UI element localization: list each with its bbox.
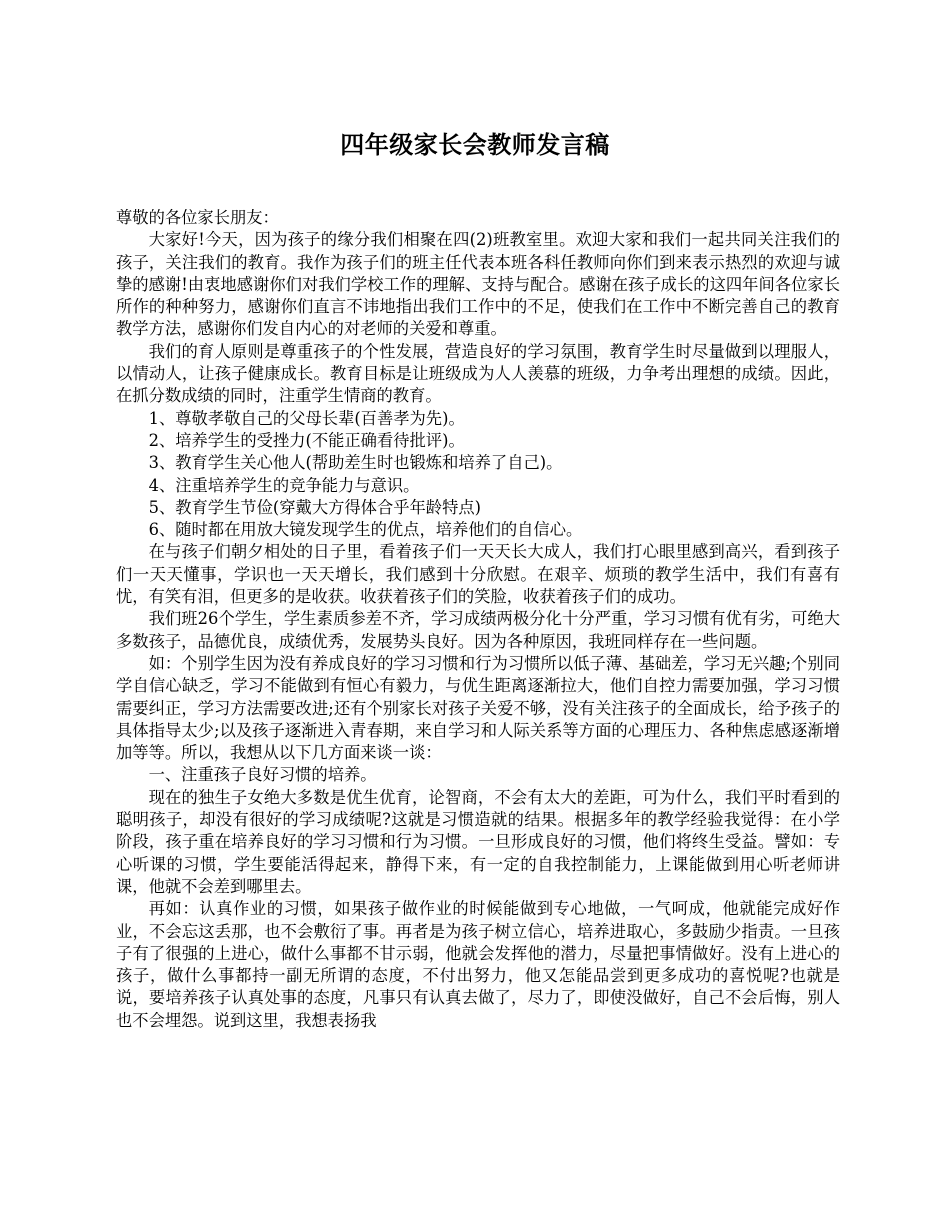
section-heading: 一、注重孩子良好习惯的培养。 bbox=[148, 765, 377, 785]
document-title: 四年级家长会教师发言稿 bbox=[340, 130, 610, 160]
list-item: 5、教育学生节俭(穿戴大方得体合乎年龄特点) bbox=[148, 497, 482, 517]
body-paragraph: 大家好!今天，因为孩子的缘分我们相聚在四(2)班教室里。欢迎大家和我们一起共同关注我们的孩子，关注我们的教育。我作为孩子们的班主任代表本班各科任教师向你们到来表示热烈的欢迎与诚挚的感谢!由衷地感谢你们对我们学校工作的理解、支持与配合。感谢在孩子成长的这四年间各位家长所作的种种努力，感谢你们直言不讳地指出我们工作中的不足，使我们在工作中不断完善自己的教育教学方法，感谢你们发自内心的对老师的关爱和尊重。 bbox=[116, 230, 840, 339]
list-item: 3、教育学生关心他人(帮助差生时也锻炼和培养了自己)。 bbox=[148, 453, 563, 473]
list-item: 2、培养学生的受挫力(不能正确看待批评)。 bbox=[148, 430, 465, 450]
greeting-paragraph: 尊敬的各位家长朋友： bbox=[116, 208, 279, 227]
body-paragraph: 再如：认真作业的习惯，如果孩子做作业的时候能做到专心地做，一气呵成，他就能完成好作业，不会忘这丢那，也不会敷衍了事。再者是为孩子树立信心，培养进取心，多鼓励少指责。一旦孩子有了很强的上进心，做什么事都不甘示弱，他就会发挥他的潜力，尽量把事情做好。没有上进心的孩子，做什么事都持一副无所谓的态度，不付出努力，他又怎能品尝到更多成功的喜悦呢?也就是说，要培养孩子认真处事的态度，凡事只有认真去做了，尽力了，即使没做好，自己不会后悔，别人也不会埋怨。说到这里，我想表扬我 bbox=[116, 899, 840, 1030]
list-item: 6、随时都在用放大镜发现学生的优点，培养他们的自信心。 bbox=[148, 520, 583, 540]
body-paragraph: 我们的育人原则是尊重孩子的个性发展，营造良好的学习氛围，教育学生时尽量做到以理服人，以情动人，让孩子健康成长。教育目标是让班级成为人人羡慕的班级，力争考出理想的成绩。因此，在抓分数成绩的同时，注重学生情商的教育。 bbox=[116, 341, 840, 406]
body-paragraph: 在与孩子们朝夕相处的日子里，看着孩子们一天天长大成人，我们打心眼里感到高兴，看到孩子们一天天懂事，学识也一天天增长，我们感到十分欣慰。在艰辛、烦琐的教学生活中，我们有喜有忧，有笑有泪，但更多的是收获。收获着孩子们的笑脸，收获着孩子们的成功。 bbox=[116, 542, 840, 607]
document-body bbox=[116, 207, 840, 1032]
list-item: 4、注重培养学生的竞争能力与意识。 bbox=[148, 475, 420, 495]
body-paragraph: 现在的独生子女绝大多数是优生优育，论智商，不会有太大的差距，可为什么，我们平时看到的聪明孩子，却没有很好的学习成绩呢?这就是习惯造就的结果。根据多年的教学经验我觉得：在小学阶段，孩子重在培养良好的学习习惯和行为习惯。一旦形成良好的习惯，他们将终生受益。譬如：专心听课的习惯，学生要能活得起来，静得下来，有一定的自我控制能力，上课能做到用心听老师讲课，他就不会差到哪里去。 bbox=[116, 787, 840, 896]
body-paragraph: 我们班26个学生，学生素质参差不齐，学习成绩两极分化十分严重，学习习惯有优有劣，可绝大多数孩子，品德优良，成绩优秀，发展势头良好。因为各种原因，我班同样存在一些问题。 bbox=[116, 609, 840, 651]
body-paragraph: 如：个别学生因为没有养成良好的学习习惯和行为习惯所以低子薄、基础差，学习无兴趣;个别同学自信心缺乏，学习不能做到有恒心有毅力，与优生距离逐渐拉大，他们自控力需要加强，学习习惯需要纠正，学习方法需要改进;还有个别家长对孩子关爱不够，没有关注孩子的全面成长，给予孩子的具体指导太少;以及孩子逐渐进入青春期，来自学习和人际关系等方面的心理压力、各种焦虑感逐渐增加等等。所以，我想从以下几方面来谈一谈： bbox=[116, 653, 840, 763]
list-item: 1、尊敬孝敬自己的父母长辈(百善孝为先)。 bbox=[148, 408, 465, 428]
